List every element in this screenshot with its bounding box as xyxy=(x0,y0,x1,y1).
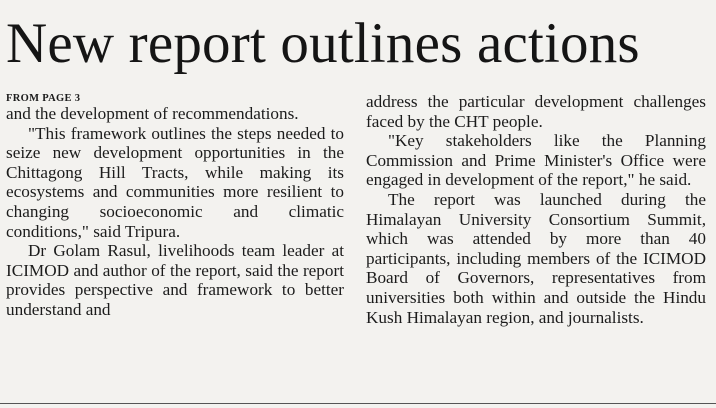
paragraph-golam-rasul: Dr Golam Rasul, livelihoods team leader at ICIMOD and author of the report, said the report provides perspective and framework to better understand and xyxy=(6,241,344,319)
paragraph-cht-challenges: address the particular development challenges faced by the CHT people. xyxy=(366,92,706,131)
bottom-divider xyxy=(0,403,716,404)
paragraph-summit-launch: The report was launched during the Himalayan University Consortium Summit, which was attended by more than 40 participants, including members of the ICIMOD Board of Governors, representatives from universities both within and outside the Hindu Kush Himalayan region, and journalists. xyxy=(366,189,706,327)
continuation-kicker: FROM PAGE 3 xyxy=(6,93,81,104)
paragraph-quote-tripura: "This framework outlines the steps needed to seize new development opportunities in the Chittagong Hill Tracts, while making its ecosystems and communities more resilient to changing socioeconomic and climatic conditions," said Tripura. xyxy=(6,123,344,241)
article-column-right xyxy=(366,92,706,327)
paragraph-stakeholders-quote: "Key stakeholders like the Planning Commission and Prime Minister's Office were engaged in development of the report," he said. xyxy=(366,131,706,190)
paragraph-continued: and the development of recommendations. xyxy=(6,104,299,123)
article-column-left xyxy=(6,92,344,320)
headline: New report outlines actions xyxy=(6,12,640,75)
